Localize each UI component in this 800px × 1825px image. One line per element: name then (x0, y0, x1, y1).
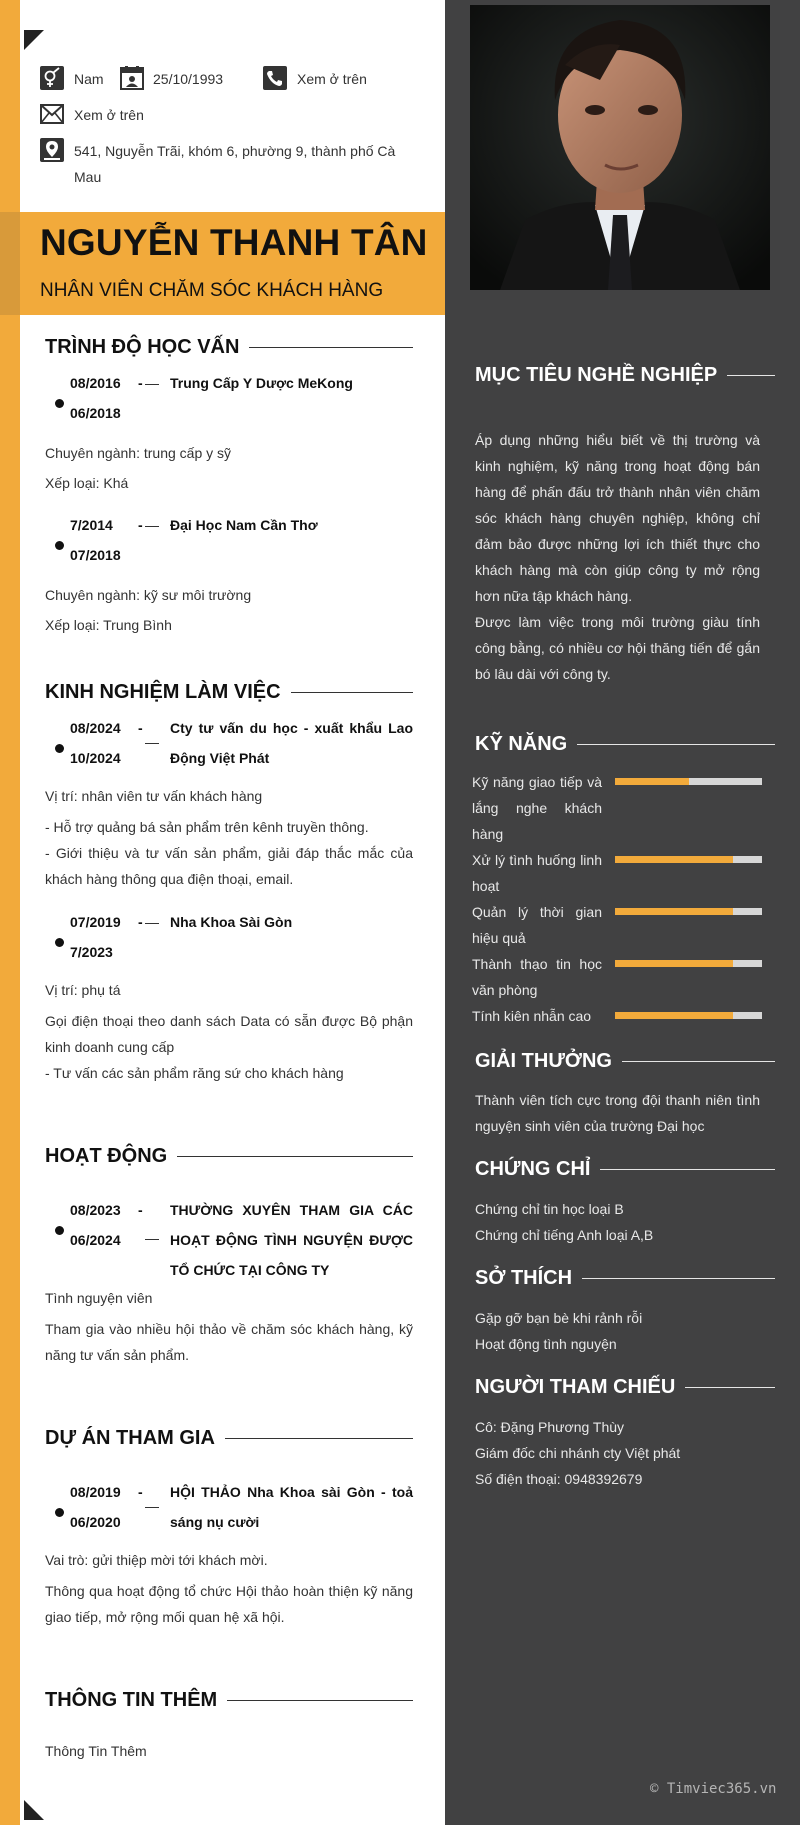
hobby-item: Hoạt động tình nguyện (475, 1336, 617, 1352)
calendar-icon (120, 66, 144, 90)
end-date: 06/2024 (70, 1232, 121, 1248)
projects-title: DỰ ÁN THAM GIA (45, 1427, 215, 1449)
section-divider (177, 1156, 413, 1157)
email-value: Xem ở trên (74, 107, 144, 123)
reference-item: Cô: Đặng Phương Thùy (475, 1419, 625, 1435)
skill-label: Thành thạo tin học văn phòng (472, 956, 602, 998)
address-line-2: Mau (74, 169, 102, 185)
project-name: HỘI THẢO Nha Khoa sài Gòn - toả sáng nụ cười (170, 1484, 413, 1530)
awards-title: GIẢI THƯỞNG (475, 1050, 612, 1072)
job-duty: - Tư vấn các sản phẩm răng sứ cho khách hàng (45, 1065, 344, 1081)
candidate-position: NHÂN VIÊN CHĂM SÓC KHÁCH HÀNG (40, 280, 384, 301)
skills-section-header (475, 733, 775, 756)
experience-entry-2 (45, 907, 413, 971)
education-grade: Xếp loại: Trung Bình (45, 617, 172, 633)
activity-name: THƯỜNG XUYÊN THAM GIA CÁC HOẠT ĐỘNG TÌNH NGUYỆN ĐƯỢC TỔ CHỨC TẠI CÔNG TY (170, 1202, 413, 1278)
experience-entry-1 (45, 713, 413, 777)
start-date: 08/2016 (70, 375, 121, 391)
start-date: 08/2023 (70, 1202, 121, 1218)
end-date: 07/2018 (70, 547, 121, 563)
phone-value: Xem ở trên (297, 71, 367, 87)
activity-role: Tình nguyện viên (45, 1290, 153, 1306)
section-divider (227, 1700, 413, 1701)
skill-label: Quản lý thời gian hiệu quả (472, 904, 602, 946)
date-separator: - (138, 1202, 143, 1218)
skill-bar (615, 960, 762, 967)
education-major: Chuyên ngành: kỹ sư môi trường (45, 587, 252, 603)
start-date: 07/2019 (70, 914, 121, 930)
section-divider (249, 347, 413, 348)
activities-section-header (45, 1145, 413, 1168)
date-separator: - (138, 1484, 143, 1500)
address (74, 138, 414, 190)
objective-section-header (475, 364, 775, 387)
corner-decoration-top (24, 30, 44, 50)
timeline-connector (145, 923, 159, 924)
skill-label: Tính kiên nhẫn cao (472, 1008, 592, 1024)
section-divider (225, 1438, 413, 1439)
activity-description: Tham gia vào nhiều hội thảo về chăm sóc khách hàng, kỹ năng tư vấn sản phẩm. (45, 1321, 413, 1363)
skill-bar (615, 856, 762, 863)
section-divider (622, 1061, 775, 1062)
education-entry-1 (45, 368, 413, 448)
skill-bar-fill (615, 856, 733, 863)
reference-item: Số điện thoại: 0948392679 (475, 1471, 643, 1487)
hobby-item: Gặp gỡ bạn bè khi rảnh rỗi (475, 1310, 643, 1326)
skills-title: KỸ NĂNG (475, 733, 568, 755)
project-role: Vai trò: gửi thiệp mời tới khách mời. (45, 1552, 268, 1568)
more-info-text: Thông Tin Thêm (45, 1743, 147, 1759)
awards-section-header (475, 1050, 775, 1073)
date-separator: - (138, 720, 143, 736)
footer-watermark: © Timviec365.vn (650, 1781, 777, 1797)
timeline-dot (55, 744, 64, 753)
end-date: 10/2024 (70, 750, 121, 766)
school-name: Trung Cấp Y Dược MeKong (170, 375, 353, 391)
company-name: Nha Khoa Sài Gòn (170, 914, 293, 930)
skill-bar (615, 908, 762, 915)
objective-paragraph-1: Áp dụng những hiểu biết về thị trường và kinh nghiệm, kỹ năng trong hoạt động bán hàng để phấn đấu trở thành nhân viên chăm sóc khách hàng chuyên nghiệp, không chỉ đảm bảo được những lợi ích thiết thực cho khách hàng mà còn giúp công ty mở rộng hơn nữa tập khách hàng. (475, 432, 760, 604)
certificates-title: CHỨNG CHỈ (475, 1158, 591, 1180)
skill-bar (615, 1012, 762, 1019)
date-separator: - (138, 517, 143, 533)
job-duty: Gọi điện thoại theo danh sách Data có sẵn được Bộ phận kinh doanh cung cấp (45, 1013, 413, 1055)
activities-title: HOẠT ĐỘNG (45, 1145, 168, 1167)
timeline-dot (55, 541, 64, 550)
job-position: Vị trí: phụ tá (45, 982, 121, 998)
start-date: 08/2019 (70, 1484, 121, 1500)
start-date: 7/2014 (70, 517, 113, 533)
skill-bar-fill (615, 960, 733, 967)
end-date: 06/2020 (70, 1514, 121, 1530)
profile-photo-illustration (470, 5, 770, 290)
more-info-title: THÔNG TIN THÊM (45, 1689, 218, 1711)
certificate-item: Chứng chỉ tiếng Anh loại A,B (475, 1227, 654, 1243)
end-date: 06/2018 (70, 405, 121, 421)
objective-paragraph-2: Được làm việc trong môi trường giàu tính công bằng, có nhiều cơ hội thăng tiến để gắn bó lâu dài với công ty. (475, 614, 760, 682)
job-duty: - Giới thiệu và tư vấn sản phẩm, giải đáp thắc mắc của khách hàng thông qua điện thoại, email. (45, 845, 413, 887)
activity-entry (45, 1195, 413, 1287)
corner-decoration-bottom (24, 1800, 44, 1820)
email-icon (40, 102, 64, 126)
section-divider (291, 692, 413, 693)
timeline-dot (55, 1508, 64, 1517)
section-divider (600, 1169, 775, 1170)
project-description: Thông qua hoạt động tổ chức Hội thảo hoàn thiện kỹ năng giao tiếp, mở rộng mối quan hệ xã hội. (45, 1583, 413, 1625)
name-band-edge (0, 212, 20, 315)
skill-bar (615, 778, 762, 785)
education-entry-2 (45, 510, 413, 590)
education-major: Chuyên ngành: trung cấp y sỹ (45, 445, 232, 461)
education-section-header (45, 336, 413, 359)
end-date: 7/2023 (70, 944, 113, 960)
job-duty: - Hỗ trợ quảng bá sản phẩm trên kênh truyền thông. (45, 819, 369, 835)
location-icon (40, 138, 64, 162)
start-date: 08/2024 (70, 720, 121, 736)
reference-item: Giám đốc chi nhánh cty Việt phát (475, 1445, 681, 1461)
profile-photo (470, 5, 770, 290)
skill-bar-fill (615, 1012, 733, 1019)
gender-icon (40, 66, 64, 90)
education-title: TRÌNH ĐỘ HỌC VẤN (45, 336, 240, 358)
hobbies-section-header (475, 1267, 775, 1290)
address-line-1: 541, Nguyễn Trãi, khóm 6, phường 9, thành phố Cà (74, 143, 396, 159)
section-divider (727, 375, 775, 376)
phone-icon (263, 66, 287, 90)
company-name: Cty tư vấn du học - xuất khẩu Lao Động Việt Phát (170, 720, 413, 766)
job-position: Vị trí: nhân viên tư vấn khách hàng (45, 788, 263, 804)
skill-label: Kỹ năng giao tiếp và lắng nghe khách hàng (472, 774, 602, 842)
school-name: Đại Học Nam Cần Thơ (170, 517, 318, 533)
education-grade: Xếp loại: Khá (45, 475, 129, 491)
more-info-section-header (45, 1689, 413, 1712)
timeline-dot (55, 399, 64, 408)
gender-value: Nam (74, 71, 104, 87)
certificates-section-header (475, 1158, 775, 1181)
skill-label: Xử lý tình huống linh hoạt (472, 852, 602, 894)
date-separator: - (138, 375, 143, 391)
skill-bar-fill (615, 908, 733, 915)
timeline-dot (55, 938, 64, 947)
date-separator: - (138, 914, 143, 930)
birthdate-value: 25/10/1993 (153, 71, 224, 87)
awards-text: Thành viên tích cực trong đội thanh niên tình nguyện sinh viên của trường Đại học (475, 1092, 760, 1134)
experience-title: KINH NGHIỆM LÀM VIỆC (45, 681, 281, 703)
timeline-dot (55, 1226, 64, 1235)
timeline-connector (145, 384, 159, 385)
references-title: NGƯỜI THAM CHIẾU (475, 1376, 676, 1398)
candidate-name: NGUYỄN THANH TÂN (40, 222, 428, 263)
section-divider (577, 744, 775, 745)
objective-title: MỤC TIÊU NGHỀ NGHIỆP (475, 364, 718, 386)
timeline-connector (145, 526, 159, 527)
references-section-header (475, 1376, 775, 1399)
certificate-item: Chứng chỉ tin học loại B (475, 1201, 624, 1217)
hobbies-title: SỞ THÍCH (475, 1267, 573, 1289)
section-divider (582, 1278, 775, 1279)
skill-bar-fill (615, 778, 689, 785)
section-divider (685, 1387, 775, 1388)
project-entry (45, 1477, 413, 1541)
projects-section-header (45, 1427, 413, 1450)
experience-section-header (45, 681, 413, 704)
